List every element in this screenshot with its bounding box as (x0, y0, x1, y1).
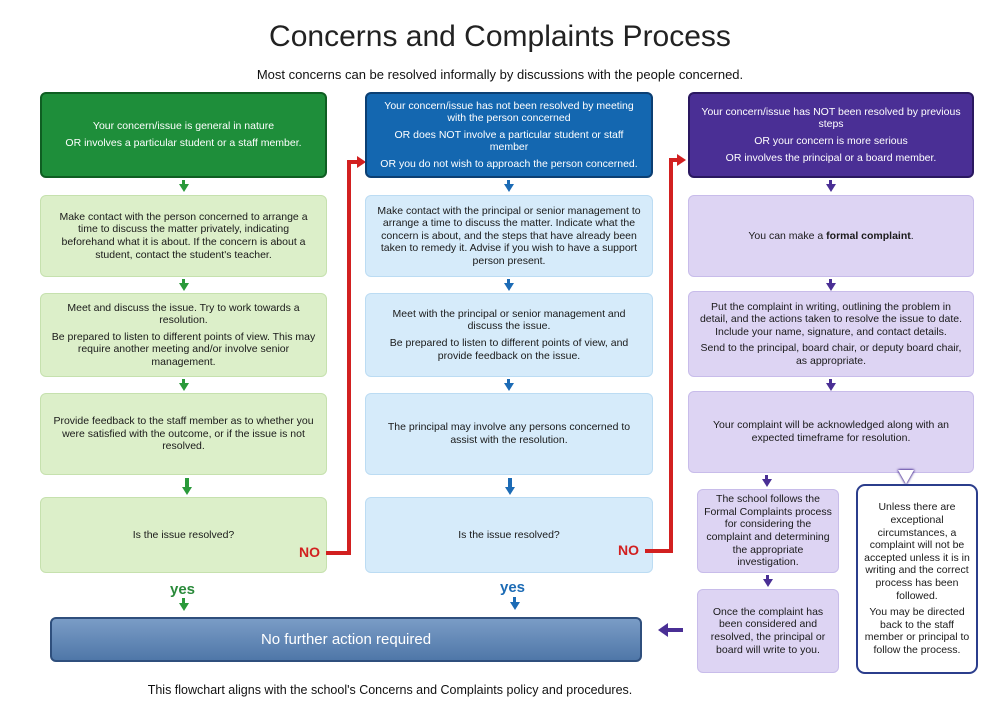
no-connector-2-horizontal (645, 549, 672, 553)
col3-step2a-text: Put the complaint in writing, outlining the problem in detail, and the actions taken to resolve the issue to date. Include your name, signature, and contact details. (699, 300, 963, 338)
col3-header-line2: OR your concern is more serious (754, 135, 908, 147)
col3-step1 (688, 195, 974, 277)
col3-step3-text: Your complaint will be acknowledged along with an expected timeframe for resolution. (712, 419, 949, 444)
no-connector-2-vertical (669, 160, 673, 553)
col3-note1-text: Unless there are exceptional circumstances, a complaint will not be accepted unless it is in writing and the correct process has been followed. (864, 501, 970, 602)
col2-header-line3: OR you do not wish to approach the person concerned. (380, 157, 638, 170)
col1-arrow-2 (179, 283, 189, 291)
col2-step2 (365, 293, 653, 377)
no-connector-2-arrowhead (677, 154, 686, 166)
col3-arrow-3 (826, 383, 836, 391)
col1-step3 (40, 393, 327, 475)
col3-arrow-5 (763, 579, 773, 587)
col2-step3 (365, 393, 653, 475)
col1-header-line2: OR involves a particular student or a staff member. (65, 137, 302, 149)
col2-yes-label: yes (500, 579, 526, 596)
col1-no-label: NO (299, 544, 320, 560)
col2-arrow-2 (504, 283, 514, 291)
footer-note: This flowchart aligns with the school's Concerns and Complaints policy and procedures. (147, 683, 633, 697)
col3-step1-post: . (910, 229, 914, 242)
col2-arrow-3 (504, 383, 514, 391)
col3-note (856, 484, 978, 674)
col1-question (40, 497, 327, 573)
col1-header-line1: Your concern/issue is general in nature (92, 120, 275, 133)
col1-yes-label: yes (170, 581, 196, 598)
col1-step3-text: Provide feedback to the staff member as to whether you were satisfied with the outcome, or if the issue is not resolved. (53, 415, 314, 453)
col1-yes-arrow (179, 603, 189, 611)
final-left-arrow-stem (667, 628, 683, 632)
col3-arrow-1 (826, 184, 836, 192)
col3-step1-text (748, 230, 913, 243)
col3-arrow-4 (762, 479, 772, 487)
col3-step5 (697, 589, 839, 673)
col2-arrow-1 (504, 184, 514, 192)
col3-step1-pre: You can make a (748, 229, 827, 242)
col1-arrow-3 (179, 383, 189, 391)
col2-header-line1: Your concern/issue has not been resolved by meeting with the person concerned (384, 99, 634, 125)
no-connector-1-vertical (347, 162, 351, 555)
col3-step3 (688, 391, 974, 473)
col2-step1 (365, 195, 653, 277)
col1-step2b-text: Be prepared to listen to different points of view. This may require another meeting and/or involve senior management. (51, 330, 316, 368)
page-subtitle: Most concerns can be resolved informally by discussions with the people concerned. (256, 67, 744, 82)
col2-yes-arrow (510, 602, 520, 610)
col3-header-line1: Your concern/issue has NOT been resolved by previous steps (701, 105, 961, 131)
col3-step1-strong: formal complaint (826, 229, 911, 242)
col3-arrow-2 (826, 283, 836, 291)
col2-step2b-text: Be prepared to listen to different points of view, and provide feedback on the issue. (389, 337, 629, 362)
col3-step4-text: The school follows the Formal Complaints process for considering the complaint and determining the appropriate investigation. (704, 493, 832, 569)
col3-step2 (688, 291, 974, 377)
col2-step3-text: The principal may involve any persons concerned to assist with the resolution. (387, 421, 631, 446)
col2-step1-text: Make contact with the principal or senior management to arrange a time to discuss the matter. Indicate what the concern is about, and the steps that have already been taken to remedy it. Advise if you wish to have a support person present. (377, 204, 641, 267)
col3-hollow-arrow (898, 470, 914, 484)
col1-step2 (40, 293, 327, 377)
col1-step1-text: Make contact with the person concerned to arrange a time to discuss the matter privately, indicating beforehand what it is about. If the concern is about a student, contact the student's teacher. (59, 210, 308, 261)
col1-step1 (40, 195, 327, 277)
col1-question-text: Is the issue resolved? (132, 528, 235, 541)
col3-step5-text: Once the complaint has been considered and resolved, the principal or board will write to you. (710, 605, 826, 656)
col1-step2a-text: Meet and discuss the issue. Try to work towards a resolution. (67, 301, 300, 327)
col3-step4 (697, 489, 839, 573)
col3-step2b-text: Send to the principal, board chair, or deputy board chair, as appropriate. (700, 342, 962, 367)
final-outcome-box: No further action required (50, 617, 642, 662)
col2-step2a-text: Meet with the principal or senior management and discuss the issue. (392, 307, 626, 333)
page-title: Concerns and Complaints Process (269, 20, 731, 53)
col2-no-label: NO (618, 542, 639, 558)
col2-question-text: Is the issue resolved? (458, 528, 560, 541)
col1-header (40, 92, 327, 178)
col3-note2-text: You may be directed back to the staff member or principal to follow the process. (864, 606, 970, 656)
col2-question (365, 497, 653, 573)
col2-arrow-4 (505, 487, 515, 495)
col3-header (688, 92, 974, 178)
col1-arrow-1 (179, 184, 189, 192)
col2-header-line2: OR does NOT involve a particular student or staff member (394, 128, 624, 154)
col2-header (365, 92, 653, 178)
col3-header-line3: OR involves the principal or a board member. (725, 151, 937, 164)
col1-arrow-4 (182, 487, 192, 495)
